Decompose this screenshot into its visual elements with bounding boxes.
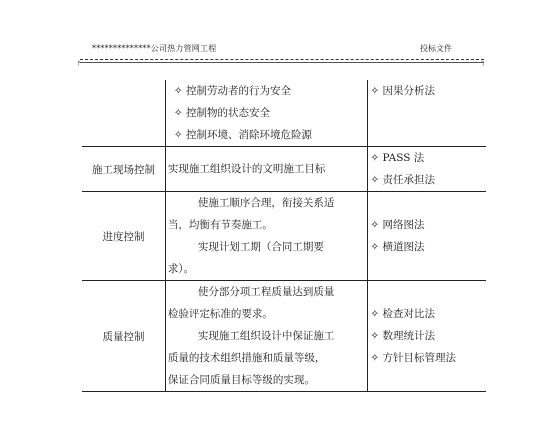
goal-line: 当，均衡有节奏施工。 xyxy=(167,219,273,231)
method-line: ✧ 因果分析法 xyxy=(370,85,436,97)
table-row xyxy=(82,192,486,281)
goal-line: 保证合同质量目标等级的实现。 xyxy=(167,374,315,386)
goals-cell xyxy=(165,192,368,281)
header-company: **************公司热力管网工程 xyxy=(92,44,217,53)
goal-line: 实现施工组织设计中保证施工 xyxy=(197,330,335,342)
methods-cell xyxy=(368,192,486,281)
corner-mark-left-icon: ╒ xyxy=(76,58,81,66)
methods-cell xyxy=(368,147,486,192)
category-cell: 质量控制 xyxy=(82,281,165,392)
goals-cell xyxy=(165,147,368,192)
method-line: ✧ 横道图法 xyxy=(370,241,425,253)
category-cell: 施工现场控制 xyxy=(82,147,165,192)
method-line: ✧ PASS 法 xyxy=(370,152,425,164)
method-line: ✧ 数理统计法 xyxy=(370,330,436,342)
method-line: ✧ 检查对比法 xyxy=(370,308,436,320)
goal-line: 使分部分项工程质量达到质量 xyxy=(197,286,335,298)
method-line: ✧ 责任承担法 xyxy=(370,174,436,186)
goal-line: ✧ 控制物的状态安全 xyxy=(173,107,271,119)
header-rule-dashed xyxy=(80,59,484,60)
goals-cell xyxy=(165,281,368,392)
method-line: ✧ 方针目标管理法 xyxy=(370,352,457,364)
table-row xyxy=(82,147,486,192)
table-row xyxy=(82,80,486,147)
methods-cell xyxy=(368,281,486,392)
header-rule-solid xyxy=(80,62,484,63)
category-cell xyxy=(82,80,165,147)
goal-line: 求）。 xyxy=(167,263,195,275)
goal-line: 质量的技术组织措施和质量等级， xyxy=(167,352,326,364)
control-table xyxy=(82,80,486,392)
header-doc-type: 投标文件 xyxy=(420,44,452,53)
goal-line: ✧ 控制环境、消除环境危险源 xyxy=(173,129,313,141)
goal-line: 检验评定标准的要求。 xyxy=(167,308,273,320)
page-header xyxy=(92,42,452,56)
goal-line: 实现计划工期（合同工期要 xyxy=(197,241,324,253)
goal-line: 实现施工组织设计的文明施工目标 xyxy=(167,163,326,175)
goal-line: ✧ 控制劳动者的行为安全 xyxy=(173,85,292,97)
methods-cell xyxy=(368,80,486,147)
corner-mark-right-icon: ╕ xyxy=(481,58,486,66)
category-cell: 进度控制 xyxy=(82,192,165,281)
goal-line: 使施工顺序合理，衔接关系适 xyxy=(197,197,335,209)
goals-cell xyxy=(165,80,368,147)
method-line: ✧ 网络图法 xyxy=(370,219,425,231)
table-row xyxy=(82,281,486,392)
